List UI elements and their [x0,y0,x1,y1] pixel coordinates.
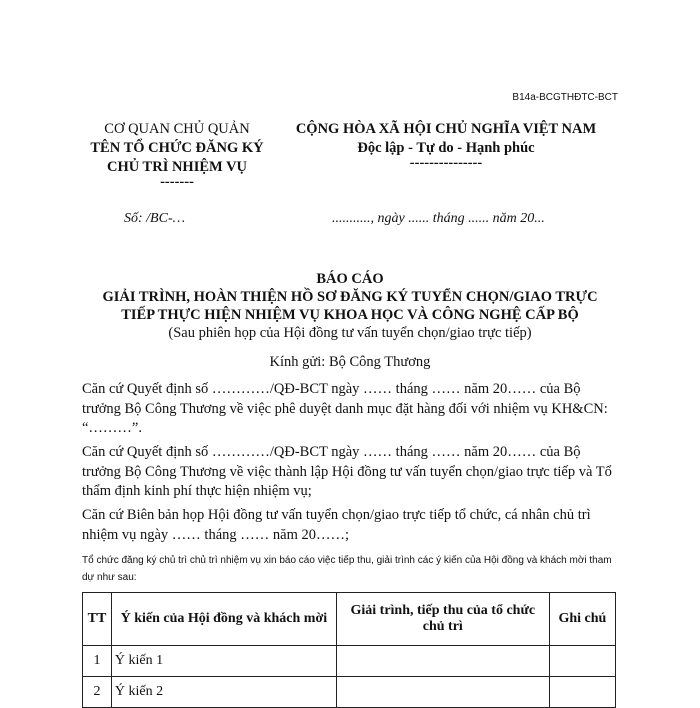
title-line-1: BÁO CÁO [316,271,384,287]
table-row [83,677,616,708]
governing-agency: CƠ QUAN CHỦ QUẢN [104,121,250,137]
row-explanation [336,677,549,708]
row-tt: 2 [83,677,112,708]
motto: Độc lập - Tự do - Hạnh phúc [357,140,535,156]
row-note [549,677,615,708]
row-note [549,646,615,677]
country-name: CỘNG HÒA XÃ HỘI CHỦ NGHĨA VIỆT NAM [295,121,597,137]
header-explanation: Giải trình, tiếp thu của tổ chức chủ trì [336,593,549,646]
title-subtitle: (Sau phiên họp của Hội đồng tư vấn tuyển chọn/giao trực tiếp) [168,325,532,341]
registering-organization: TÊN TỔ CHỨC ĐĂNG KÝ [90,140,264,156]
left-header-rule: ------- [160,174,194,190]
feedback-table [82,592,616,708]
title-line-2: GIẢI TRÌNH, HOÀN THIỆN HỒ SƠ ĐĂNG KÝ TUYỂN CHỌN/GIAO TRỰC [102,289,598,305]
intro-note: Tổ chức đăng ký chủ trì chủ trì nhiệm vụ xin báo cáo việc tiếp thu, giải trình các ý kiến của Hội đồng và khách mời tham dự như sau: [82,555,612,583]
document-date: ..........., ngày ...... tháng ...... năm 20... [332,211,545,226]
registering-organization-cont: CHỦ TRÌ NHIỆM VỤ [106,159,248,175]
row-opinion: Ý kiến 1 [111,646,336,677]
paragraph-basis-2: Căn cứ Quyết định số …………/QĐ-BCT ngày …… tháng …… năm 20…… của Bộ trưởng Bộ Công Thương về việc thành lập Hội đồng tư vấn tuyển chọn/giao trực tiếp và Tổ thẩm định kinh phí thực hiện nhiệm vụ; [82,444,612,499]
table-row [83,646,616,677]
row-explanation [336,646,549,677]
right-header-rule: --------------- [409,155,483,171]
national-motto-header [282,120,610,171]
table-header-row [83,593,616,646]
header-note: Ghi chú [549,593,615,646]
issuing-agency-header [72,120,282,190]
recipient-line: Kính gửi: Bộ Công Thương [269,354,431,370]
row-tt: 1 [83,646,112,677]
form-code: B14a-BCGTHĐTC-BCT [512,92,618,103]
title-line-3: TIẾP THỰC HIỆN NHIỆM VỤ KHOA HỌC VÀ CÔNG NGHỆ CẤP BỘ [121,307,579,323]
paragraph-basis-3: Căn cứ Biên bản họp Hội đồng tư vấn tuyển chọn/giao trực tiếp tổ chức, cá nhân chủ trì nhiệm vụ ngày …… tháng …… năm 20……; [82,507,591,543]
row-opinion: Ý kiến 2 [111,677,336,708]
document-number: Số: /BC-… [124,211,186,226]
report-title [60,270,640,342]
header-opinion: Ý kiến của Hội đồng và khách mời [111,593,336,646]
header-tt: TT [83,593,112,646]
paragraph-basis-1: Căn cứ Quyết định số …………/QĐ-BCT ngày …… tháng …… năm 20…… của Bộ trưởng Bộ Công Thương về việc phê duyệt danh mục đặt hàng đối với nhiệm vụ KH&CN: “………”. [82,381,608,436]
